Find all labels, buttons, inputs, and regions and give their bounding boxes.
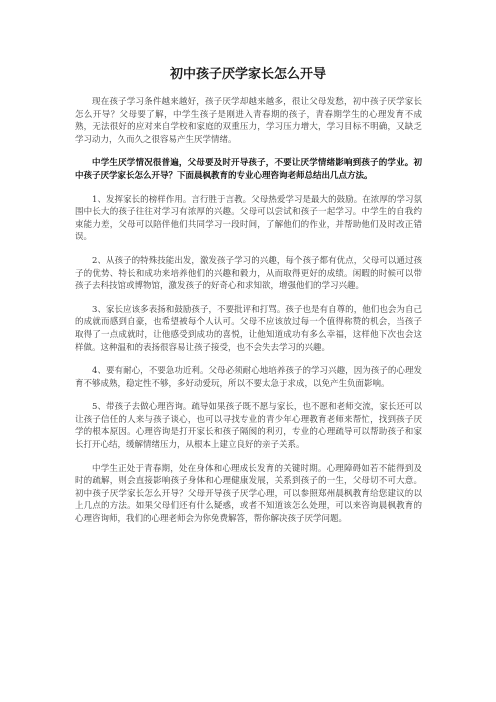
- method-paragraph-3: 3、家长应该多表扬和鼓励孩子，不要批评和打骂。孩子也是有自尊的，他们也会为自己的成就而感到自豪，也希望被每个人认可。父母不应该放过每一个值得称赞的机会，当孩子取得了一点成就时，让他感受到成功的喜悦，让他知道成功有多么幸福，这样他下次也会这样做。这种温和的表扬很容易让孩子接受，也不会失去学习的兴趣。: [75, 304, 422, 353]
- document-title: 初中孩子厌学家长怎么开导: [169, 67, 326, 82]
- bold-summary-paragraph: 中学生厌学情况很普遍，父母要及时开导孩子，不要让厌学情绪影响到孩子的学业。初中孩子厌学家长怎么开导？下面晨枫教育的专业心理咨询老师总结出几点方法。: [75, 158, 422, 181]
- method-paragraph-4: 4、要有耐心，不要急功近利。父母必须耐心地培养孩子的学习兴趣，因为孩子的心理发育不够成熟，稳定性不够，多好动爱玩，所以不要太急于求成，以免产生负面影响。: [75, 366, 422, 389]
- conclusion-paragraph: 中学生正处于青春期，处在身体和心理成长发育的关键时期。心理障碍如若不能得到及时的疏解，则会直接影响孩子身体和心理健康发展，关系到孩子的一生，父母切不可大意。初中孩子厌学家长怎么开导？父母开导孩子厌学心理，可以参照郑州晨枫教育给您建议的以上几点的方法。如果父母们还有什么疑惑，或者不知道该怎么处理，可以来咨询晨枫教育的心理咨询师，我们的心理老师会为你免费解答，帮你解决孩子厌学问题。: [75, 463, 422, 525]
- method-paragraph-1: 1、发挥家长的榜样作用。言行胜于言教。父母热爱学习是最大的鼓励。在浓厚的学习氛围中长大的孩子往往对学习有浓厚的兴趣。父母可以尝试和孩子一起学习。中学生的自我约束能力差，父母可以陪伴他们共同学习一段时间，了解他们的作业，并帮助他们及时改正错误。: [75, 194, 422, 243]
- intro-paragraph: 现在孩子学习条件越来越好，孩子厌学却越来越多，很让父母发愁，初中孩子厌学家长怎么开导？父母要了解，中学生孩子是刚进入青春期的孩子，青春期学生的心理发育不成熟，无法很好的应对来自学校和家庭的双重压力，学习压力增大，学习目标不明确，又缺乏学习动力，久而久之很容易产生厌学情绪。: [75, 97, 422, 145]
- method-paragraph-2: 2、从孩子的特殊技能出发，激发孩子学习的兴趣，每个孩子都有优点，父母可以通过孩子的优势、特长和成功来培养他们的兴趣和毅力，从而取得更好的成绩。闲暇的时候可以带孩子去科技馆或博物馆，激发孩子的好奇心和求知欲，增强他们的学习兴趣。: [75, 255, 422, 292]
- method-paragraph-5: 5、带孩子去做心理咨询。疏导如果孩子既不愿与家长，也不愿和老师交流，家长还可以让孩子信任的人来与孩子谈心，也可以寻找专业的青少年心理教育老师来帮忙，找到孩子厌学的根本原因。心理咨询是打开家长和孩子隔阂的利刃，专业的心理疏导可以帮助孩子和家长打开心结，缓解情绪压力，从根本上建立良好的亲子关系。: [75, 402, 422, 451]
- document-body: [75, 96, 422, 537]
